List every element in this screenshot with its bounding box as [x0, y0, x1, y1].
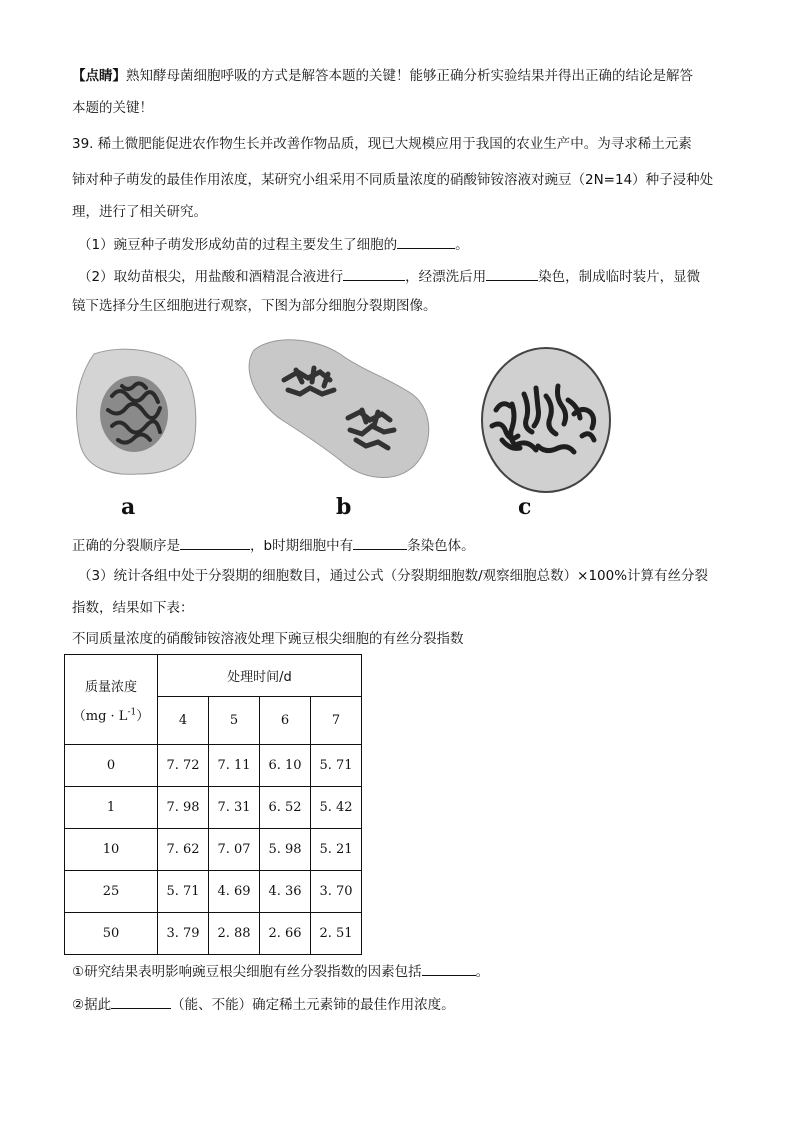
- part-3-text-b: 指数，结果如下表：: [72, 600, 194, 616]
- cell-label-c: c: [518, 494, 532, 520]
- cell-b-image: [244, 334, 434, 484]
- cell-division-figure: [72, 330, 632, 520]
- conc-header-cell: [65, 655, 158, 745]
- value-cell: 5. 98: [260, 829, 311, 871]
- conc-header: 质量浓度: [84, 679, 137, 695]
- data-table: [64, 654, 362, 955]
- sub-question-1-line: [72, 961, 489, 982]
- conc-unit: [65, 705, 157, 724]
- part-2-line-2: [72, 296, 437, 316]
- value-cell: 2. 51: [311, 913, 362, 955]
- order-text-b: ，b时期细胞中有: [250, 538, 354, 554]
- part-2-text-d: 镜下选择分生区细胞进行观察，下图为部分细胞分裂期图像。: [72, 298, 437, 314]
- question-intro-2: 铈对种子萌发的最佳作用浓度，某研究小组采用不同质量浓度的硝酸铈铵溶液对豌豆（2N=14）种子浸种处: [72, 172, 714, 188]
- conc-cell: 10: [65, 829, 158, 871]
- conc-unit-end: ）: [136, 708, 150, 724]
- conc-cell: 1: [65, 787, 158, 829]
- table-row: [65, 913, 362, 955]
- sub-question-2-text-b: （能、不能）确定稀土元素铈的最佳作用浓度。: [171, 997, 455, 1013]
- day-header: 7: [311, 697, 362, 745]
- question-intro-line-2: [72, 170, 713, 190]
- part-2-line-1: [78, 266, 700, 287]
- cell-label-a: a: [121, 494, 136, 520]
- note-line-2: [72, 98, 153, 118]
- value-cell: 5. 42: [311, 787, 362, 829]
- question-intro-1: 稀土微肥能促进农作物生长并改善作物品质，现已大规模应用于我国的农业生产中。为寻求稀土元素: [97, 136, 692, 152]
- answer-blank-6[interactable]: [422, 961, 476, 976]
- value-cell: 6. 52: [260, 787, 311, 829]
- answer-blank-5[interactable]: [353, 535, 407, 550]
- answer-blank-4[interactable]: [180, 535, 250, 550]
- part-1-line: [78, 234, 469, 255]
- time-header: 处理时间/d: [158, 655, 362, 697]
- sub-question-1-text: ①研究结果表明影响豌豆根尖细胞有丝分裂指数的因素包括: [72, 964, 422, 980]
- value-cell: 4. 69: [209, 871, 260, 913]
- note-tag: 【点睛】: [72, 68, 126, 84]
- conc-unit-text: （mg · L: [72, 708, 128, 724]
- part-3-text-a: （3）统计各组中处于分裂期的细胞数目，通过公式（分裂期细胞数/观察细胞总数）×100%计算有丝分裂: [78, 568, 709, 584]
- question-number: 39.: [72, 136, 94, 152]
- value-cell: 7. 11: [209, 745, 260, 787]
- part-2-text-a: （2）取幼苗根尖，用盐酸和酒精混合液进行: [78, 269, 344, 285]
- value-cell: 3. 70: [311, 871, 362, 913]
- value-cell: 3. 79: [158, 913, 209, 955]
- day-header: 6: [260, 697, 311, 745]
- order-text-c: 条染色体。: [407, 538, 475, 554]
- sub-question-2-line: [72, 994, 455, 1015]
- conc-cell: 0: [65, 745, 158, 787]
- conc-cell: 50: [65, 913, 158, 955]
- order-text-a: 正确的分裂顺序是: [72, 538, 180, 554]
- note-text-2: 本题的关键！: [72, 100, 153, 116]
- part-3-line-2: [72, 598, 194, 618]
- answer-blank-1[interactable]: [397, 234, 455, 249]
- value-cell: 7. 98: [158, 787, 209, 829]
- value-cell: 7. 31: [209, 787, 260, 829]
- conc-unit-sup: -1: [127, 707, 137, 718]
- value-cell: 2. 88: [209, 913, 260, 955]
- value-cell: 2. 66: [260, 913, 311, 955]
- table-row: [65, 871, 362, 913]
- table-row: [65, 787, 362, 829]
- day-header: 4: [158, 697, 209, 745]
- table-row: [65, 829, 362, 871]
- table-row: [65, 745, 362, 787]
- table-caption-text: 不同质量浓度的硝酸铈铵溶液处理下豌豆根尖细胞的有丝分裂指数: [72, 631, 464, 647]
- answer-blank-7[interactable]: [111, 994, 171, 1009]
- value-cell: 4. 36: [260, 871, 311, 913]
- day-header: 5: [209, 697, 260, 745]
- part-2-text-b: ，经漂洗后用: [405, 269, 487, 285]
- cell-a-image: [72, 346, 202, 478]
- question-intro-3: 理，进行了相关研究。: [72, 204, 207, 220]
- sub-question-2-text-a: ②据此: [72, 997, 112, 1013]
- table-caption: [72, 629, 464, 649]
- answer-blank-3[interactable]: [486, 266, 538, 281]
- conc-cell: 25: [65, 871, 158, 913]
- question-intro-line-1: [72, 134, 692, 154]
- part-1-text: （1）豌豆种子萌发形成幼苗的过程主要发生了细胞的: [78, 237, 398, 253]
- part-1-end: 。: [455, 237, 469, 253]
- answer-blank-2[interactable]: [343, 266, 405, 281]
- value-cell: 7. 07: [209, 829, 260, 871]
- value-cell: 5. 21: [311, 829, 362, 871]
- question-intro-line-3: [72, 202, 207, 222]
- sub-question-1-end: 。: [475, 964, 490, 980]
- value-cell: 5. 71: [158, 871, 209, 913]
- cell-label-b: b: [336, 494, 352, 520]
- table-header-row-1: [65, 655, 362, 697]
- value-cell: 7. 62: [158, 829, 209, 871]
- part-2-text-c: 染色，制成临时装片，显微: [538, 269, 701, 285]
- note-text-1: 熟知酵母菌细胞呼吸的方式是解答本题的关键！能够正确分析实验结果并得出正确的结论是解答: [126, 68, 693, 84]
- part-3-line-1: [78, 566, 708, 586]
- order-line: [72, 535, 475, 556]
- note-line-1: [72, 66, 693, 86]
- value-cell: 5. 71: [311, 745, 362, 787]
- value-cell: 7. 72: [158, 745, 209, 787]
- value-cell: 6. 10: [260, 745, 311, 787]
- cell-c-image: [478, 344, 614, 496]
